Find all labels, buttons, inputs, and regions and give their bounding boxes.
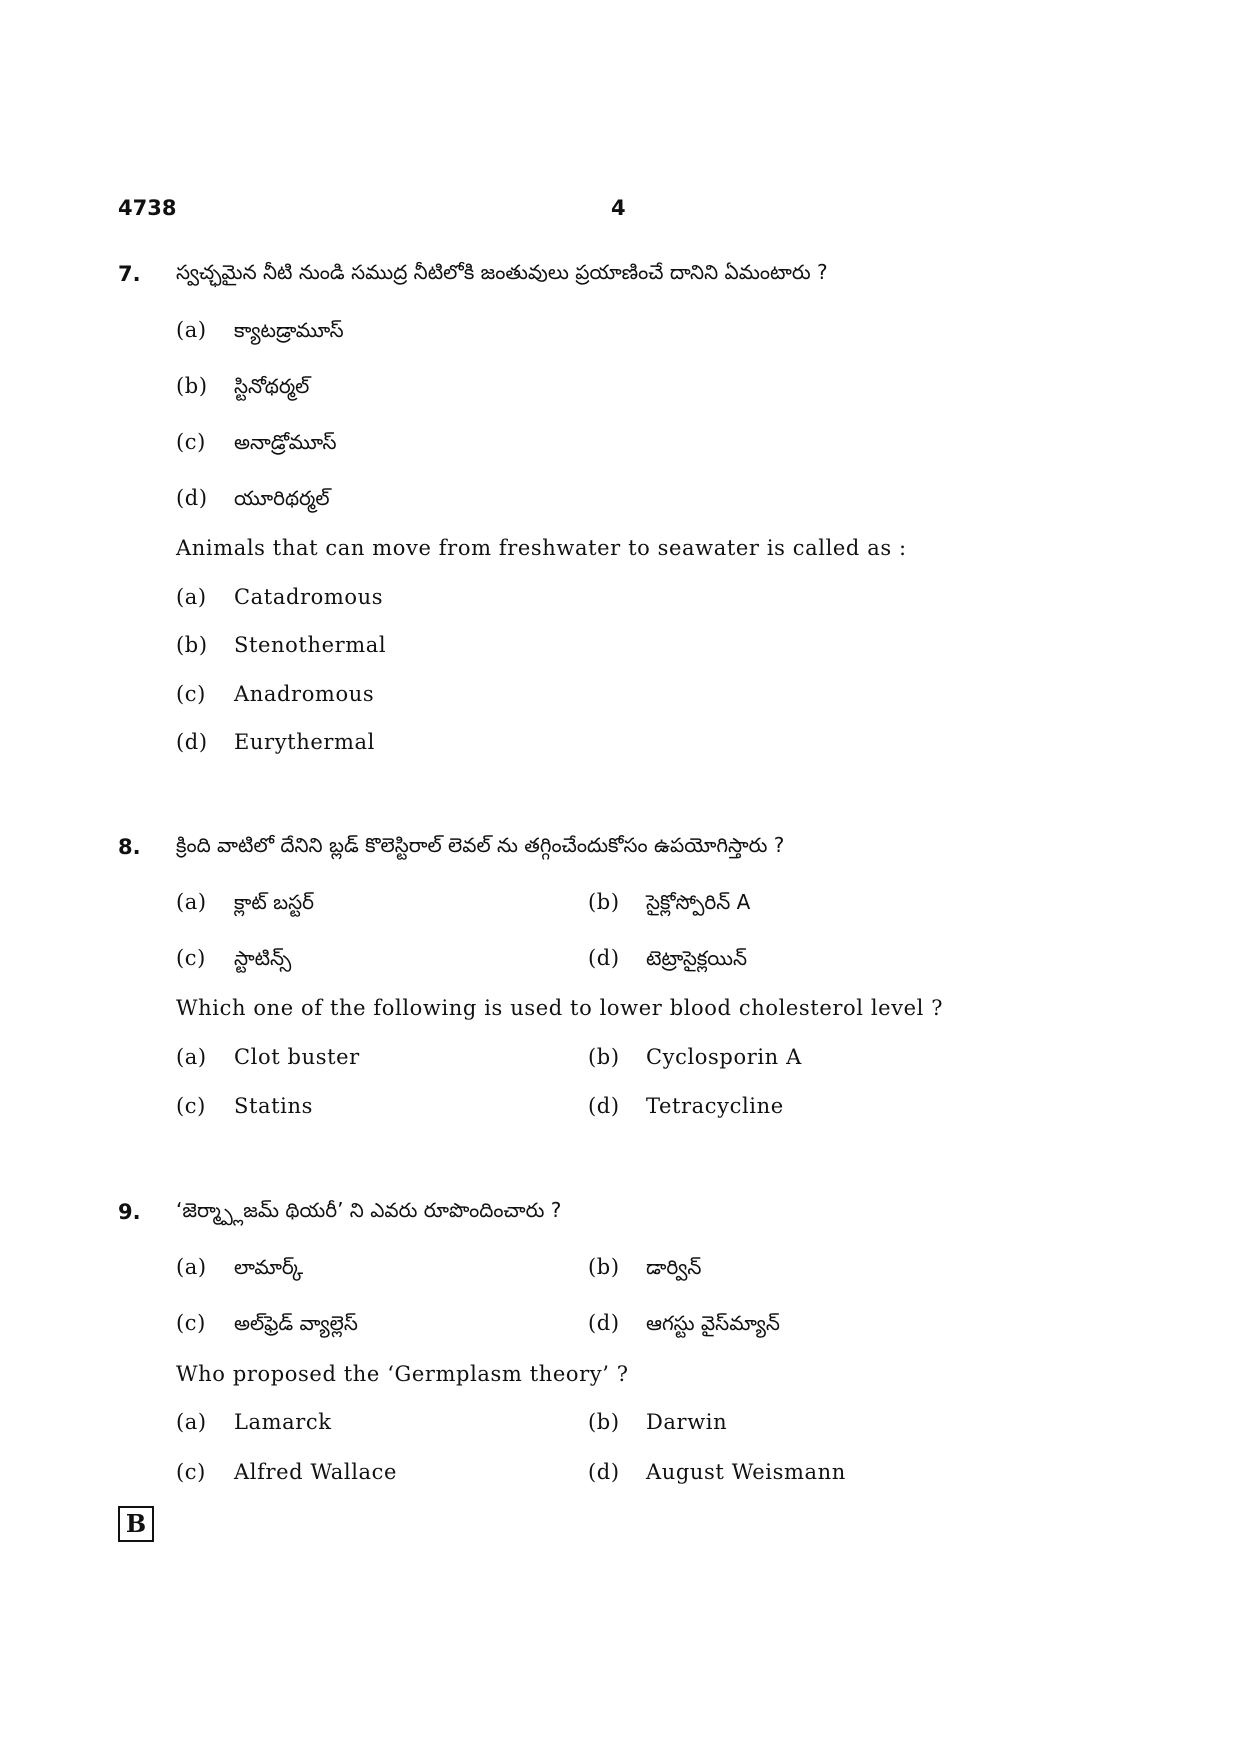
option-text: టెట్రాసైక్లయిన్ bbox=[646, 946, 748, 970]
option-label: (b) bbox=[176, 374, 208, 398]
option-text: డార్విన్ bbox=[646, 1255, 702, 1279]
option-label: (d) bbox=[588, 1311, 620, 1335]
english-option-a bbox=[176, 1410, 332, 1434]
option-text: Anadromous bbox=[234, 682, 375, 706]
option-text: క్యాటడ్రామూస్ bbox=[234, 318, 344, 342]
telugu-option-c bbox=[176, 430, 337, 459]
option-label: (a) bbox=[176, 1255, 207, 1279]
option-label: (c) bbox=[176, 682, 206, 706]
option-label: (a) bbox=[176, 1410, 207, 1434]
option-text: Clot buster bbox=[234, 1045, 360, 1069]
telugu-option-b bbox=[176, 374, 309, 403]
option-text: క్లాట్ బస్టర్ bbox=[234, 890, 315, 914]
english-option-c bbox=[176, 682, 374, 706]
english-option-c bbox=[176, 1460, 397, 1484]
option-label: (d) bbox=[176, 486, 208, 510]
option-label: (a) bbox=[176, 318, 207, 342]
telugu-option-d bbox=[588, 1311, 780, 1340]
telugu-option-c bbox=[176, 946, 291, 975]
option-text: ఆగస్టు వైస్‌మ్యాన్ bbox=[646, 1311, 780, 1335]
option-text: స్టినోథర్మల్ bbox=[234, 374, 310, 398]
telugu-question-text: స్వచ్ఛమైన నీటి నుండి సముద్ర నీటిలోకి జంతువులు ప్రయాణించే దానిని ఏమంటారు ? bbox=[176, 260, 828, 284]
telugu-option-d bbox=[588, 946, 747, 975]
question-number: 9. bbox=[118, 1200, 141, 1224]
option-label: (b) bbox=[176, 633, 208, 657]
option-label: (a) bbox=[176, 1045, 207, 1069]
option-text: Statins bbox=[234, 1094, 314, 1118]
option-text: Eurythermal bbox=[234, 730, 375, 754]
option-text: Catadromous bbox=[234, 585, 384, 609]
option-label: (c) bbox=[176, 946, 206, 970]
option-label: (b) bbox=[588, 890, 620, 914]
english-option-b bbox=[588, 1410, 727, 1434]
option-label: (c) bbox=[176, 1311, 206, 1335]
english-option-d bbox=[588, 1094, 784, 1118]
option-text: August Weismann bbox=[646, 1460, 846, 1484]
option-label: (a) bbox=[176, 890, 207, 914]
question-number: 7. bbox=[118, 262, 141, 286]
option-label: (b) bbox=[588, 1255, 620, 1279]
option-label: (b) bbox=[588, 1045, 620, 1069]
option-text: సైక్లోస్పోరిన్ A bbox=[646, 890, 751, 914]
telugu-option-b bbox=[588, 1255, 701, 1284]
option-label: (d) bbox=[588, 946, 620, 970]
english-option-c bbox=[176, 1094, 313, 1118]
option-label: (c) bbox=[176, 1094, 206, 1118]
question-number: 8. bbox=[118, 835, 141, 859]
telugu-option-a bbox=[176, 1255, 303, 1284]
english-option-a bbox=[176, 1045, 360, 1069]
option-label: (d) bbox=[588, 1094, 620, 1118]
telugu-option-a bbox=[176, 890, 314, 919]
option-text: Alfred Wallace bbox=[234, 1460, 398, 1484]
option-label: (c) bbox=[176, 430, 206, 454]
question-paper-code: 4738 bbox=[118, 196, 177, 220]
english-option-d bbox=[176, 730, 375, 754]
telugu-option-b bbox=[588, 890, 750, 919]
telugu-option-a bbox=[176, 318, 344, 347]
option-text: లామార్క్ bbox=[234, 1255, 304, 1279]
english-option-d bbox=[588, 1460, 846, 1484]
option-text: యూరిథర్మల్ bbox=[234, 486, 330, 510]
telugu-question-text: క్రింది వాటిలో దేనిని బ్లడ్ కొలెస్టిరాల్ లెవల్ ను తగ్గించేందుకోసం ఉపయోగిస్తారు ? bbox=[176, 833, 785, 857]
english-option-a bbox=[176, 585, 383, 609]
option-text: Cyclosporin A bbox=[646, 1045, 802, 1069]
telugu-option-c bbox=[176, 1311, 358, 1340]
telugu-option-d bbox=[176, 486, 330, 515]
option-text: అల్‌ఫ్రెడ్ వ్యాల్లెస్ bbox=[234, 1311, 358, 1335]
english-option-b bbox=[588, 1045, 802, 1069]
page-number: 4 bbox=[611, 196, 626, 220]
option-label: (b) bbox=[588, 1410, 620, 1434]
option-text: స్టాటిన్స్ bbox=[234, 946, 292, 970]
english-question-text: Animals that can move from freshwater to seawater is called as : bbox=[176, 536, 907, 560]
english-question-text: Which one of the following is used to lower blood cholesterol level ? bbox=[176, 996, 944, 1020]
english-option-b bbox=[176, 633, 386, 657]
option-label: (d) bbox=[588, 1460, 620, 1484]
booklet-series-box: B bbox=[118, 1506, 154, 1542]
option-text: Stenothermal bbox=[234, 633, 387, 657]
option-label: (d) bbox=[176, 730, 208, 754]
option-text: Tetracycline bbox=[646, 1094, 784, 1118]
option-label: (c) bbox=[176, 1460, 206, 1484]
option-text: అనాడ్రోమూస్ bbox=[234, 430, 337, 454]
option-text: Darwin bbox=[646, 1410, 728, 1434]
option-text: Lamarck bbox=[234, 1410, 332, 1434]
english-question-text: Who proposed the ‘Germplasm theory’ ? bbox=[176, 1362, 629, 1386]
option-label: (a) bbox=[176, 585, 207, 609]
telugu-question-text: ‘జెర్మ్ప్లాజమ్ థియరీ’ ని ఎవరు రూపొందించారు ? bbox=[176, 1198, 562, 1222]
